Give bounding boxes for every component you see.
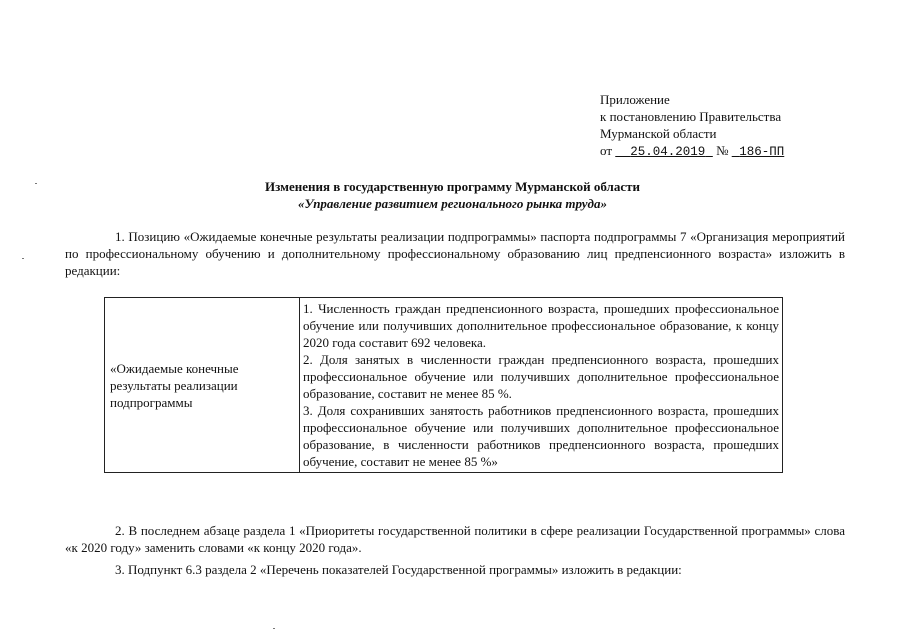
appendix-region-line: Мурманской области xyxy=(600,126,717,141)
result-item-2: 2. Доля занятых в численности граждан предпенсионного возраста, прошедших профессиональное обучение или получивших дополнительное профессиональное образование, составит не менее 85 %. xyxy=(303,352,779,401)
title-line-1: Изменения в государственную программу Мурманской области xyxy=(265,179,640,194)
title-line-2: «Управление развитием регионального рынка труда» xyxy=(298,196,607,211)
result-item-3: 3. Доля сохранивших занятость работников предпенсионного возраста, прошедших профессиональное обучение или получивших дополнительное профессиональное образование, в численности работников предпенсионного возраста, прошедших обучение, составит не менее 85 %» xyxy=(303,403,779,469)
date-prefix: от xyxy=(600,143,613,158)
decree-date: 25.04.2019 xyxy=(630,145,706,159)
table-left-cell: «Ожидаемые конечные результаты реализации подпрограммы xyxy=(105,298,300,473)
scan-speck xyxy=(35,183,37,184)
paragraph-1: 1. Позицию «Ожидаемые конечные результаты реализации подпрограммы» паспорта подпрограммы 7 «Организация мероприятий по профессиональному обучению и дополнительному профессиональному образованию лиц предпенсионного возраста» изложить в редакции: xyxy=(65,229,845,278)
appendix-title: Приложение xyxy=(600,92,670,107)
table-right-cell xyxy=(300,298,783,473)
appendix-block xyxy=(600,91,900,161)
paragraph-2: 2. В последнем абзаце раздела 1 «Приоритеты государственной политики в сфере реализации Государственной программы» слова «к 2020 году» заменить словами «к концу 2020 года». xyxy=(65,523,845,555)
appendix-date-line xyxy=(600,142,900,161)
document-title xyxy=(60,178,845,212)
paragraph-3: 3. Подпункт 6.3 раздела 2 «Перечень показателей Государственной программы» изложить в редакции: xyxy=(115,562,682,577)
number-sign: № xyxy=(716,143,729,158)
passport-table xyxy=(104,297,783,473)
result-item-1: 1. Численность граждан предпенсионного возраста, прошедших профессиональное обучение или получивших дополнительное профессиональное образование, к концу 2020 года составит 692 человека. xyxy=(303,301,779,350)
scan-speck xyxy=(273,628,275,629)
appendix-decree-line: к постановлению Правительства xyxy=(600,109,782,124)
decree-number: 186-ПП xyxy=(739,145,785,159)
table-row xyxy=(105,298,783,473)
scan-speck xyxy=(22,258,24,259)
